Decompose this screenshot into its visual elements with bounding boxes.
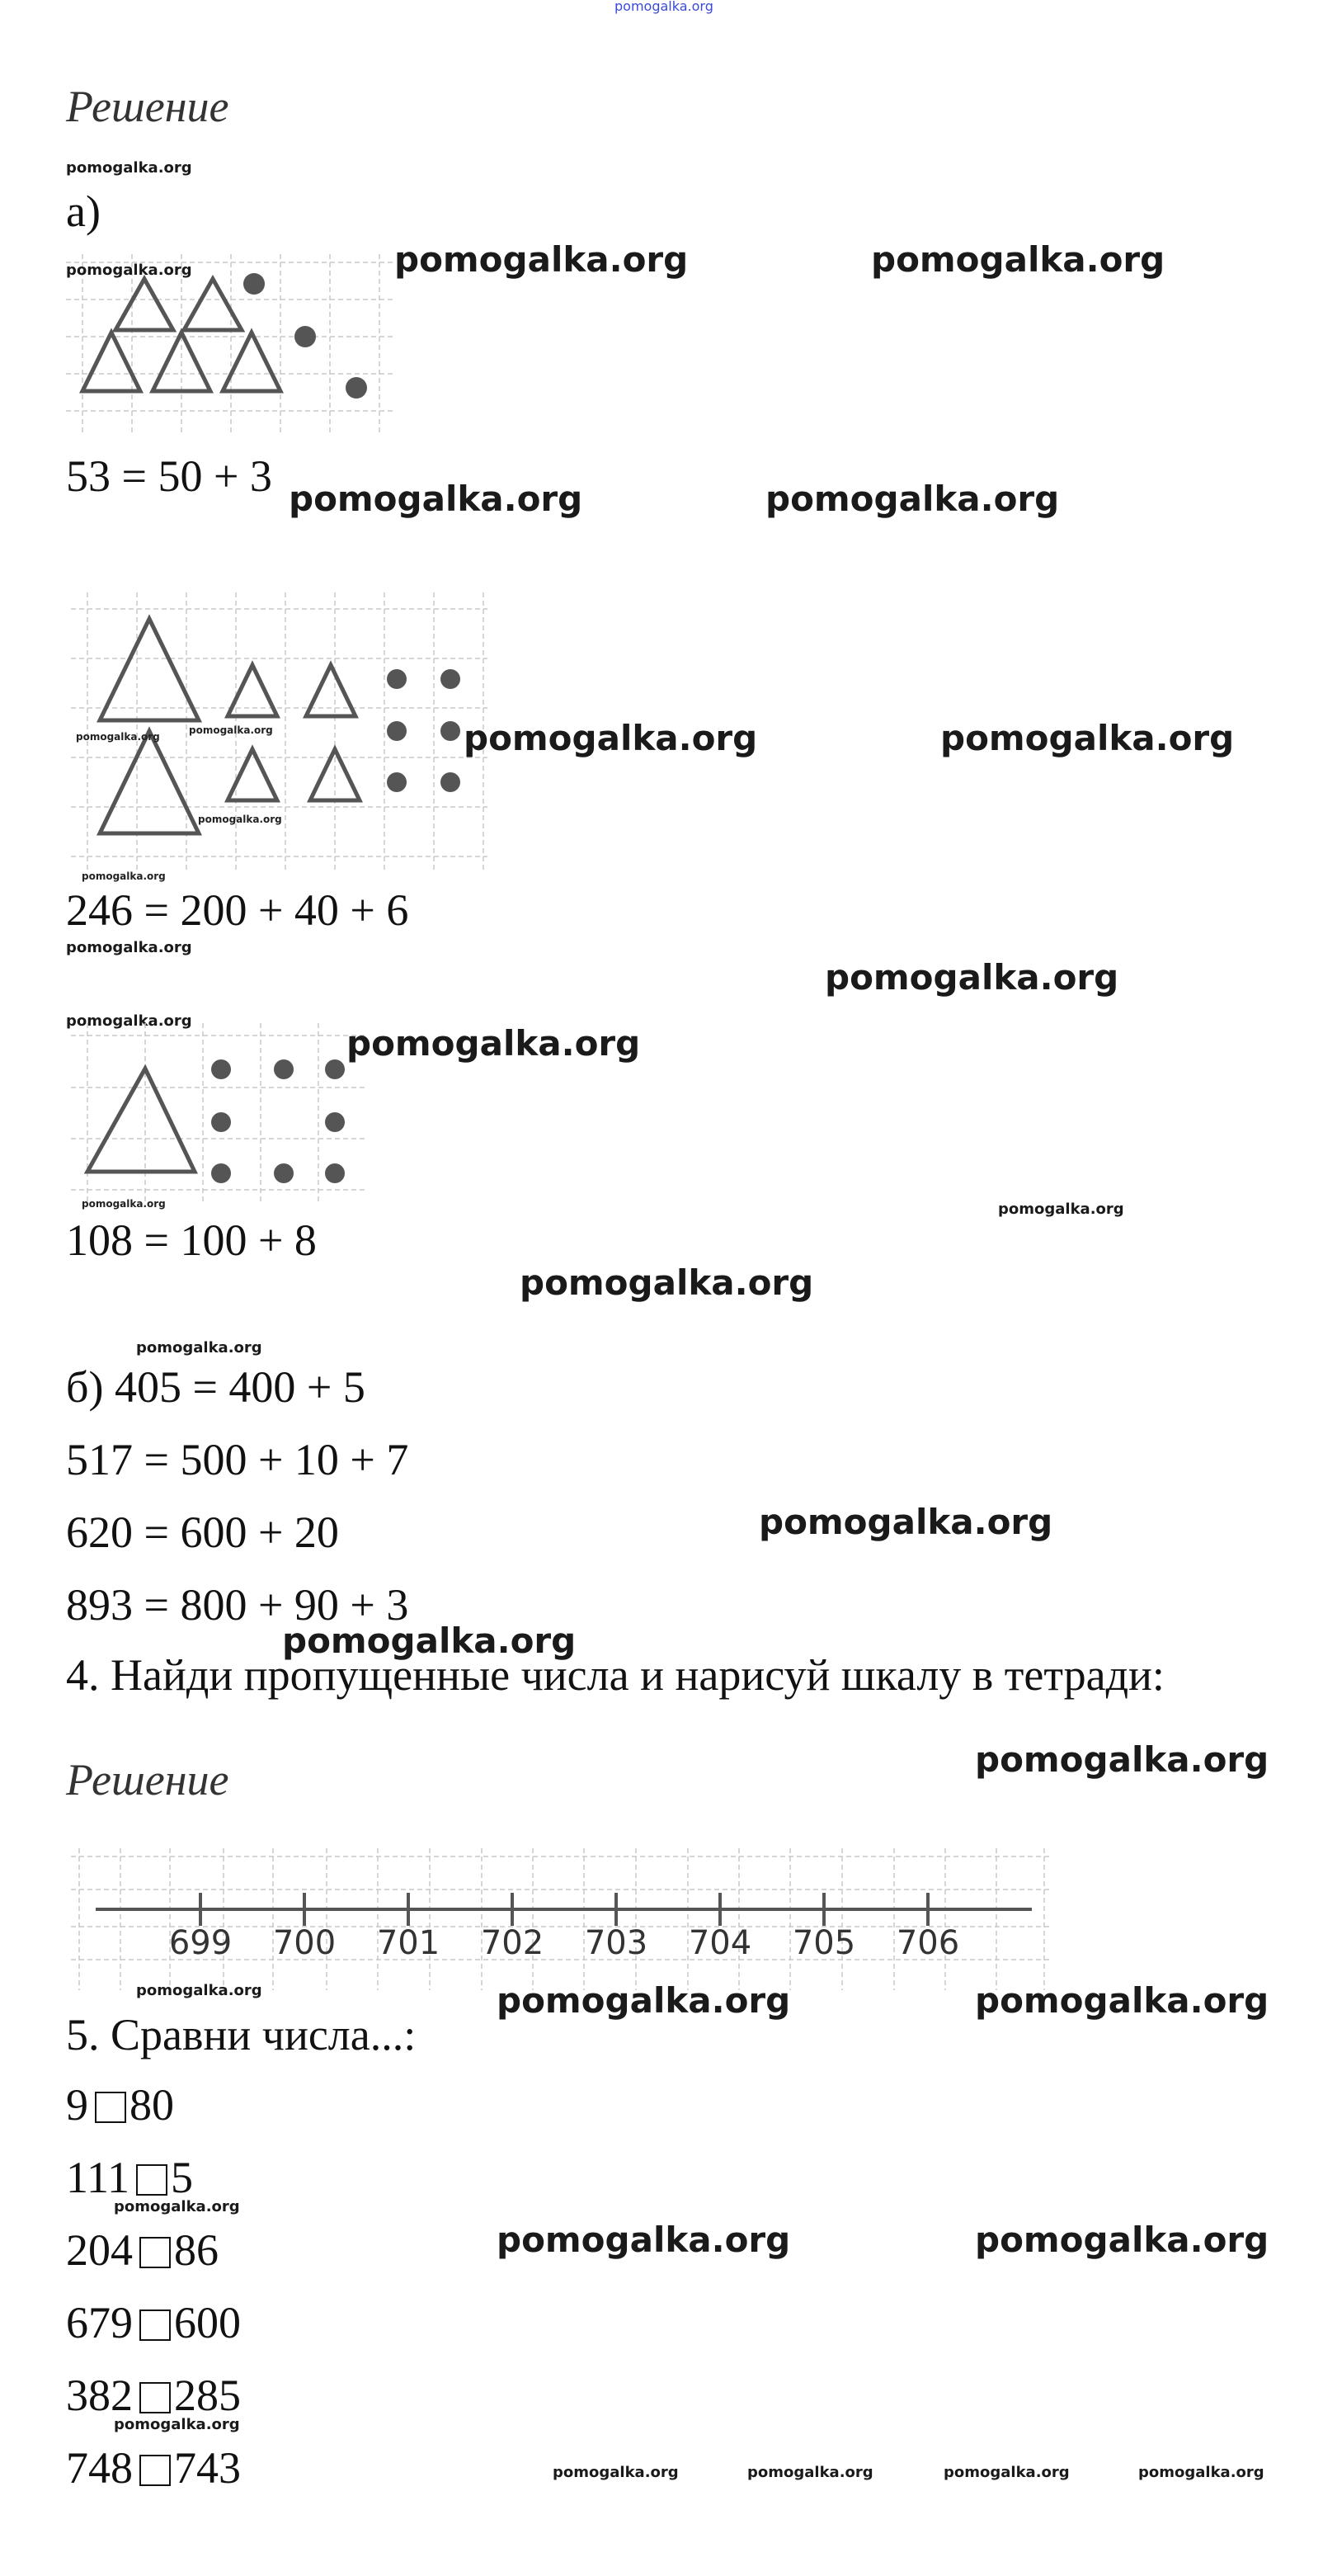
watermark: pomogalka.org (497, 2220, 791, 2260)
dot (387, 772, 407, 792)
scale-label: 701 (376, 1924, 440, 1962)
comparison-box[interactable] (139, 2455, 171, 2486)
watermark: pomogalka.org (944, 2464, 1070, 2481)
comparison-row (66, 2152, 193, 2203)
watermark: pomogalka.org (975, 1739, 1269, 1780)
equation-893: 893 = 800 + 90 + 3 (66, 1580, 409, 1630)
comparison-right: 743 (174, 2443, 241, 2493)
watermark: pomogalka.org (82, 870, 166, 882)
watermark: pomogalka.org (114, 2416, 240, 2433)
comparison-box[interactable] (136, 2164, 167, 2196)
watermark: pomogalka.org (940, 718, 1235, 758)
dot (294, 326, 316, 347)
watermark: pomogalka.org (136, 1982, 262, 1999)
comparison-left: 382 (66, 2371, 133, 2420)
comparison-box[interactable] (139, 2309, 171, 2341)
scale-label: 706 (896, 1924, 960, 1962)
scale-label: 704 (688, 1924, 752, 1962)
equation-108: 108 = 100 + 8 (66, 1215, 317, 1265)
header-watermark: pomogalka.org (614, 0, 713, 14)
large-triangle (100, 619, 199, 720)
comparison-left: 111 (66, 2153, 129, 2202)
equation-620: 620 = 600 + 20 (66, 1507, 339, 1557)
scale-label: 702 (480, 1924, 544, 1962)
dot (440, 669, 460, 689)
dot (211, 1059, 231, 1079)
large-triangle (100, 731, 199, 833)
equation-53: 53 = 50 + 3 (66, 451, 272, 501)
watermark: pomogalka.org (282, 1621, 577, 1661)
part-a-label: а) (66, 186, 101, 236)
dot (274, 1059, 294, 1079)
triangle (115, 279, 173, 330)
equation-246: 246 = 200 + 40 + 6 (66, 885, 409, 935)
comparison-row (66, 2079, 174, 2130)
watermark: pomogalka.org (464, 718, 758, 758)
dot (387, 721, 407, 741)
dot (274, 1163, 294, 1183)
figure-108 (71, 1023, 368, 1205)
comparison-right: 5 (171, 2153, 193, 2202)
watermark: pomogalka.org (394, 239, 689, 280)
watermark: pomogalka.org (66, 1012, 192, 1030)
watermark: pomogalka.org (346, 1023, 641, 1064)
comparison-box[interactable] (139, 2382, 171, 2413)
dot (387, 669, 407, 689)
dot (440, 721, 460, 741)
scale-label: 700 (272, 1924, 337, 1962)
watermark: pomogalka.org (289, 479, 583, 519)
watermark: pomogalka.org (975, 1980, 1269, 2021)
watermark: pomogalka.org (76, 731, 160, 743)
watermark: pomogalka.org (975, 2220, 1269, 2260)
comparison-row (66, 2442, 241, 2493)
scale-label: 699 (168, 1924, 233, 1962)
watermark: pomogalka.org (136, 1339, 262, 1356)
comparison-right: 86 (174, 2225, 219, 2275)
watermark: pomogalka.org (66, 262, 192, 279)
watermark: pomogalka.org (497, 1980, 791, 2021)
dot (325, 1112, 345, 1132)
watermark: pomogalka.org (747, 2464, 873, 2481)
equation-517: 517 = 500 + 10 + 7 (66, 1435, 409, 1484)
comparison-left: 679 (66, 2298, 133, 2347)
comparison-row (66, 2297, 241, 2348)
watermark: pomogalka.org (198, 814, 282, 825)
comparison-right: 600 (174, 2298, 241, 2347)
watermark: pomogalka.org (66, 159, 192, 177)
comparison-right: 80 (129, 2080, 174, 2130)
watermark: pomogalka.org (114, 2198, 240, 2215)
comparison-left: 748 (66, 2443, 133, 2493)
triangle (184, 279, 242, 330)
scale-label: 703 (584, 1924, 648, 1962)
task-4-title: 4. Найди пропущенные числа и нарисуй шкалу в тетради: (66, 1650, 1165, 1700)
dot (211, 1112, 231, 1132)
watermark: pomogalka.org (66, 939, 192, 956)
task-4-solution-heading: Решение (66, 1755, 229, 1805)
dot (440, 772, 460, 792)
comparison-box[interactable] (139, 2237, 171, 2268)
figure-53 (66, 254, 396, 436)
equation-405: б) 405 = 400 + 5 (66, 1362, 365, 1412)
comparison-row (66, 2225, 219, 2276)
watermark: pomogalka.org (759, 1502, 1053, 1542)
watermark: pomogalka.org (553, 2464, 679, 2481)
watermark: pomogalka.org (825, 957, 1119, 998)
comparison-box[interactable] (95, 2092, 126, 2123)
scale-label: 705 (792, 1924, 856, 1962)
task-5-title: 5. Сравни числа...: (66, 2010, 417, 2059)
watermark: pomogalka.org (189, 724, 273, 736)
watermark: pomogalka.org (520, 1262, 814, 1303)
solution-heading: Решение (66, 82, 229, 131)
watermark: pomogalka.org (82, 1198, 166, 1210)
dot (325, 1059, 345, 1079)
dot (211, 1163, 231, 1183)
dot (243, 273, 265, 295)
dot (325, 1163, 345, 1183)
dot (346, 377, 367, 399)
comparison-left: 9 (66, 2080, 88, 2130)
large-triangle (87, 1069, 195, 1172)
comparison-right: 285 (174, 2371, 241, 2420)
watermark: pomogalka.org (765, 479, 1060, 519)
comparison-row (66, 2370, 241, 2421)
watermark: pomogalka.org (1138, 2464, 1264, 2481)
comparison-left: 204 (66, 2225, 133, 2275)
watermark: pomogalka.org (871, 239, 1165, 280)
number-scale (71, 1848, 1049, 1990)
watermark: pomogalka.org (998, 1201, 1124, 1218)
